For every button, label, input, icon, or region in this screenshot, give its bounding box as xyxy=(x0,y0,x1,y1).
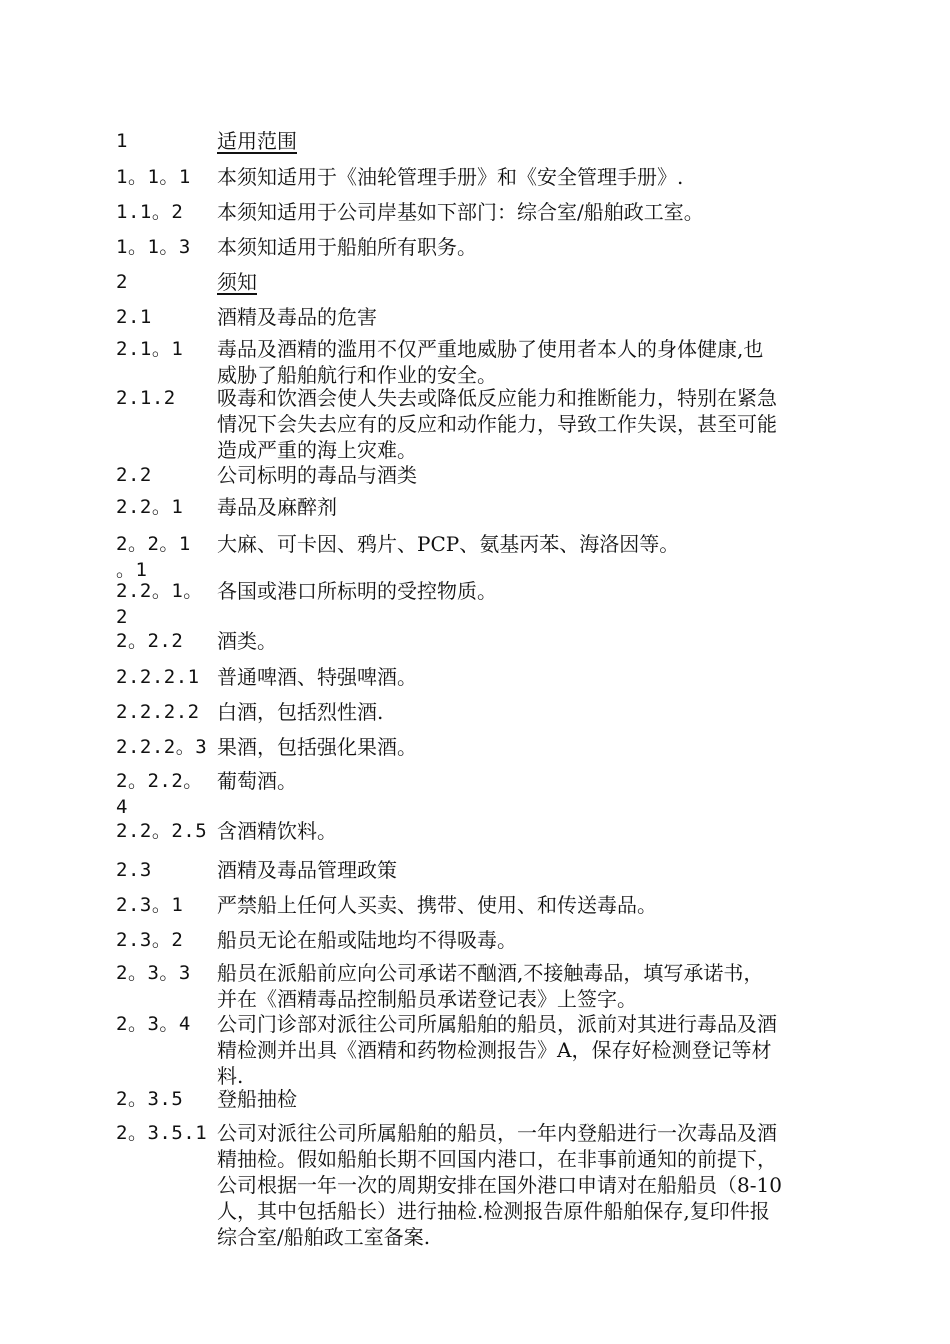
clause-number: 2.2。1 xyxy=(116,496,184,518)
clause-number: 2。3。4 xyxy=(116,1013,191,1035)
clause-number: 2.2.2.1 xyxy=(116,666,200,688)
clause-number: 2.2。1。 2 xyxy=(116,580,203,628)
clause-number: 2。3.5 xyxy=(116,1088,184,1110)
clause-text: 普通啤酒、特强啤酒。 xyxy=(217,665,417,689)
clause-text: 毒品及麻醉剂 xyxy=(217,495,337,519)
clause-number: 2.3。1 xyxy=(116,894,184,916)
section-title: 须知 xyxy=(217,270,257,294)
clause-number: 2.1。1 xyxy=(116,338,184,360)
clause-text: 本须知适用于船舶所有职务。 xyxy=(217,235,477,259)
clause-number: 2。3.5.1 xyxy=(116,1122,208,1144)
clause-number: 2.3 xyxy=(116,859,152,881)
clause-text: 本须知适用于公司岸基如下部门：综合室/船舶政工室。 xyxy=(217,200,704,224)
clause-text: 船员无论在船或陆地均不得吸毒。 xyxy=(217,928,517,952)
clause-number: 2.1 xyxy=(116,306,152,328)
clause-number: 2.1.2 xyxy=(116,387,176,409)
clause-number: 2.2.2。3 xyxy=(116,736,208,758)
section-title: 适用范围 xyxy=(217,129,297,153)
clause-number: 2。3。3 xyxy=(116,962,191,984)
clause-text: 大麻、可卡因、鸦片、PCP、氨基丙苯、海洛因等。 xyxy=(217,532,680,556)
clause-number: 2。2。1 。1 xyxy=(116,533,191,581)
clause-number: 2.2 xyxy=(116,464,152,486)
clause-text: 本须知适用于《油轮管理手册》和《安全管理手册》. xyxy=(217,165,684,189)
clause-text: 公司标明的毒品与酒类 xyxy=(217,463,417,487)
clause-number: 1。1。3 xyxy=(116,236,191,258)
clause-number: 2。2.2 xyxy=(116,630,184,652)
clause-text: 酒类。 xyxy=(217,629,277,653)
clause-number: 1.1。2 xyxy=(116,201,184,223)
clause-number: 2.3。2 xyxy=(116,929,184,951)
clause-text: 吸毒和饮酒会使人失去或降低反应能力和推断能力，特别在紧急 情况下会失去应有的反应和动作能力，导致工作失误，甚至可能 造成严重的海上灾难。 xyxy=(217,386,777,462)
clause-number: 2。2.2。 4 xyxy=(116,770,203,818)
clause-number: 1 xyxy=(116,130,128,152)
clause-number: 1。1。1 xyxy=(116,166,191,188)
clause-text: 船员在派船前应向公司承诺不酗酒,不接触毒品，填写承诺书， 并在《酒精毒品控制船员承诺登记表》上签字。 xyxy=(217,961,764,1011)
clause-text: 公司门诊部对派往公司所属船舶的船员，派前对其进行毒品及酒 精检测并出具《酒精和药物检测报告》A，保存好检测登记等材 料. xyxy=(217,1012,777,1088)
clause-text: 酒精及毒品管理政策 xyxy=(217,858,397,882)
clause-text: 葡萄酒。 xyxy=(217,769,297,793)
clause-text: 公司对派往公司所属船舶的船员，一年内登船进行一次毒品及酒 精抽检。假如船舶长期不回国内港口，在非事前通知的前提下， 公司根据一年一次的周期安排在国外港口申请对在船船员（8-10 人，其中包括船长）进行抽检.检测报告原件船舶保存,复印件报 综合室/船舶政工室备案. xyxy=(217,1121,782,1249)
clause-text: 登船抽检 xyxy=(217,1087,297,1111)
clause-text: 各国或港口所标明的受控物质。 xyxy=(217,579,497,603)
clause-text: 毒品及酒精的滥用不仅严重地威胁了使用者本人的身体健康,也 威胁了船舶航行和作业的安全。 xyxy=(217,337,764,387)
clause-number: 2.2。2.5 xyxy=(116,820,208,842)
clause-number: 2 xyxy=(116,271,128,293)
clause-text: 白酒，包括烈性酒. xyxy=(217,700,384,724)
clause-text: 含酒精饮料。 xyxy=(217,819,337,843)
clause-number: 2.2.2.2 xyxy=(116,701,200,723)
clause-text: 酒精及毒品的危害 xyxy=(217,305,377,329)
clause-text: 果酒，包括强化果酒。 xyxy=(217,735,417,759)
clause-text: 严禁船上任何人买卖、携带、使用、和传送毒品。 xyxy=(217,893,657,917)
